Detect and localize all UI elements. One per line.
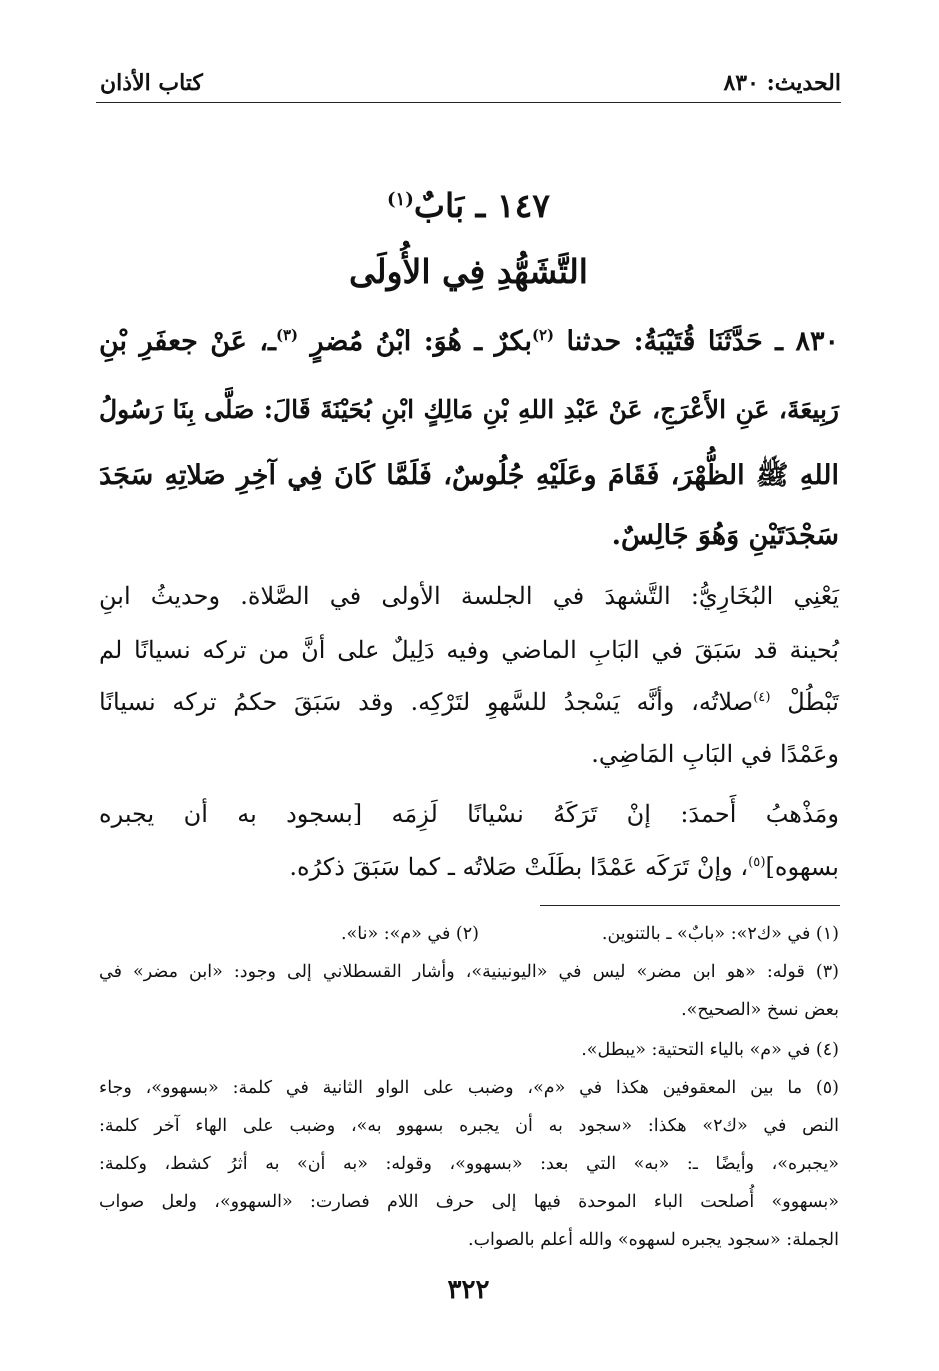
commentary-line-1: يَعْنِي البُخَارِيُّ: التَّشهدَ في الجلسة الأولى في الصَّلاة. وحديثُ ابنِ <box>99 582 839 610</box>
page-number: ٣٢٢ <box>447 1275 490 1305</box>
hadith-line-1 <box>99 326 839 357</box>
book-title-header: كتاب الأذان <box>100 70 203 96</box>
hadith-text: بكرٌ ـ هُوَ: ابْنُ مُضرٍ <box>298 326 532 357</box>
chapter-subtitle: التَّشَهُّدِ فِي الأُولَى <box>349 252 588 291</box>
commentary-line-2: بُحينة قد سَبَقَ في البَابِ الماضي وفيه دَلِيلٌ على أنَّ من تركه نسيانًا لم <box>99 636 839 664</box>
footnote-ref-2: (٢) <box>531 326 555 344</box>
footnote-2: (٢) في «م»: «نا». <box>340 924 479 944</box>
footnote-ref-4: (٤) <box>753 690 771 705</box>
commentary-line-3 <box>99 688 839 716</box>
hadith-number-header: الحديث: ٨٣٠ <box>723 70 841 96</box>
madhhab-text: ، وإنْ تَرَكَه عَمْدًا بطَلَتْ صَلاتُه ـ كما سَبَقَ ذكرُه. <box>289 853 749 881</box>
footnote-3-line-2: بعض نسخ «الصحيح». <box>681 1000 839 1020</box>
hadith-line-4: سَجْدَتَيْنِ وَهُوَ جَالِسٌ. <box>611 520 839 551</box>
footnote-5-line-1: (٥) ما بين المعقوفين هكذا في «م»، وضبب على الواو الثانية في كلمة: «بسهوو»، وجاء <box>99 1078 839 1098</box>
hadith-line-2: رَبِيعَةَ، عَنِ الأَعْرَجِ، عَنْ عَبْدِ اللهِ بْنِ مَالِكٍ ابْنِ بُحَيْنَةَ قَالَ: صَلَّى بِنَا رَسُولُ <box>99 395 839 424</box>
footnote-5-line-5: الجملة: «سجود يجبره لسهوه» والله أعلم بالصواب. <box>468 1230 839 1250</box>
madhhab-line-1: ومَذْهبُ أَحمدَ: إنْ تَرَكَهُ نسْيانًا لَزِمَه [بسجود به أن يجبره <box>99 800 839 828</box>
footnote-5-line-2: النص في «ك٢» هكذا: «سجود به أن يجبره بسهوو به»، وضبب على الهاء آخر كلمة: <box>99 1116 839 1136</box>
hadith-text: ـ، عَنْ جعفَرِ بْنِ <box>99 326 276 357</box>
footnote-5-line-4: «بسهوو» أُصلحت الباء الموحدة فيها إلى حرف اللام فصارت: «السهوو»، ولعل صواب <box>99 1192 839 1212</box>
chapter-title <box>96 186 841 225</box>
footnote-ref-1: (١) <box>386 189 414 210</box>
madhhab-text: بسهوه] <box>765 853 839 881</box>
chapter-title-text: ١٤٧ ـ بَابٌ <box>413 186 551 225</box>
hadith-text: ٨٣٠ ـ حَدَّثَنَا قُتَيْبَةُ: حدثنا <box>554 326 839 357</box>
header-divider <box>96 102 841 103</box>
footnote-5-line-3: «يجبره»، وأيضًا ـ: «به» التي بعد: «بسهوو»، وقوله: «به أن» به أثرُ كشط، وكلمة: <box>99 1154 839 1174</box>
hadith-line-3: اللهِ ﷺ الظُّهْرَ، فَقَامَ وعَلَيْهِ جُلُوسٌ، فَلَمَّا كَانَ فِي آخِرِ صَلاتِهِ سَجَدَ <box>99 460 839 491</box>
footnote-ref-5: (٥) <box>748 855 766 870</box>
footnote-ref-3: (٣) <box>275 326 299 344</box>
footnote-3-line-1: (٣) قوله: «هو ابن مضر» ليس في «اليونينية»، وأشار القسطلاني إلى وجود: «ابن مضر» في <box>99 962 839 982</box>
footnote-1: (١) في «ك٢»: «بابٌ» ـ بالتنوين. <box>601 924 839 944</box>
commentary-text: تَبْطُلْ <box>770 688 839 716</box>
commentary-text: صلاتُه، وأنَّه يَسْجدُ للسَّهوِ لتَرْكِه. وقد سَبَقَ حكمُ تركه نسيانًا <box>99 688 754 716</box>
commentary-line-4: وعَمْدًا في البَابِ المَاضِي. <box>591 740 839 768</box>
footnote-4: (٤) في «م» بالياء التحتية: «يبطل». <box>581 1040 839 1060</box>
footnote-divider <box>540 905 840 906</box>
madhhab-line-2 <box>99 853 839 881</box>
